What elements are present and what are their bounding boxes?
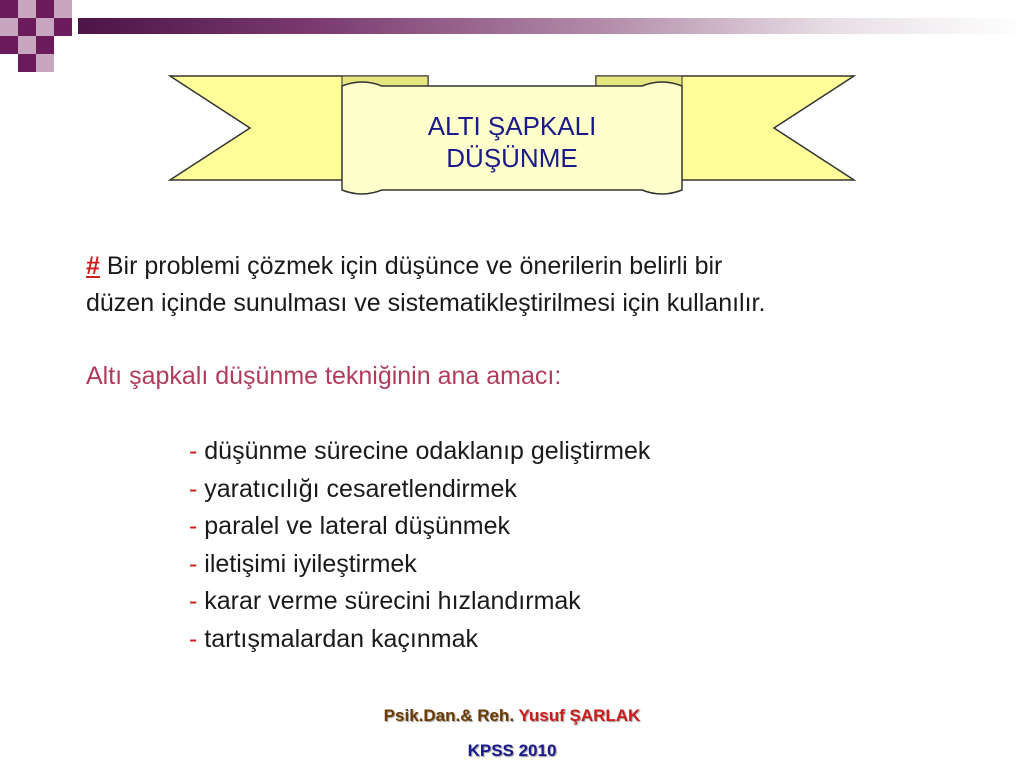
footer-author <box>0 706 1024 726</box>
deco-square <box>54 0 72 18</box>
page-title <box>342 110 682 174</box>
hash-marker: # <box>86 252 100 280</box>
dash-bullet: - <box>189 549 205 578</box>
list-item <box>189 546 986 584</box>
list-item-text: yaratıcılığı cesaretlendirmek <box>204 474 517 503</box>
list-item <box>189 583 986 621</box>
deco-square <box>36 54 54 72</box>
deco-square <box>18 36 36 54</box>
deco-square <box>18 0 36 18</box>
deco-square <box>36 36 54 54</box>
deco-square <box>0 0 18 18</box>
deco-square <box>36 18 54 36</box>
intro-paragraph <box>86 248 986 322</box>
slide-content <box>86 248 986 658</box>
list-item-text: karar verme sürecini hızlandırmak <box>204 587 581 615</box>
list-item-text: iletişimi iyileştirmek <box>204 549 417 578</box>
deco-square <box>0 18 18 36</box>
deco-square <box>54 18 72 36</box>
footer-exam: KPSS 2010 <box>467 741 557 760</box>
list-item-text: tartışmalardan kaçınmak <box>204 624 478 653</box>
author-name: Yusuf ŞARLAK <box>518 706 641 725</box>
deco-square <box>18 18 36 36</box>
deco-square <box>18 54 36 72</box>
intro-line-1: Bir problemi çözmek için düşünce ve önerilerin belirli bir <box>99 252 723 280</box>
list-item <box>189 621 986 659</box>
list-item-text: düşünme sürecine odaklanıp geliştirmek <box>204 437 651 465</box>
dash-bullet: - <box>189 587 205 615</box>
deco-square <box>0 36 18 54</box>
title-line-1: ALTI ŞAPKALI <box>427 111 597 141</box>
intro-line-2: düzen içinde sunulması ve sistematikleştirilmesi için kullanılır. <box>86 289 766 317</box>
goals-heading: Altı şapkalı düşünme tekniğinin ana amacı: <box>86 362 562 390</box>
dash-bullet: - <box>189 624 205 653</box>
header-gradient-bar <box>78 18 1024 34</box>
goals-list <box>189 433 986 658</box>
deco-square <box>36 0 54 18</box>
title-line-2: DÜŞÜNME <box>446 143 578 173</box>
list-item <box>189 433 986 471</box>
dash-bullet: - <box>189 474 205 503</box>
dash-bullet: - <box>189 437 205 465</box>
list-item <box>189 508 986 546</box>
author-prefix: Psik.Dan.& Reh. <box>383 706 519 725</box>
list-item-text: paralel ve lateral düşünmek <box>204 512 511 540</box>
dash-bullet: - <box>189 512 205 540</box>
list-item <box>189 471 986 509</box>
title-banner <box>166 72 858 200</box>
